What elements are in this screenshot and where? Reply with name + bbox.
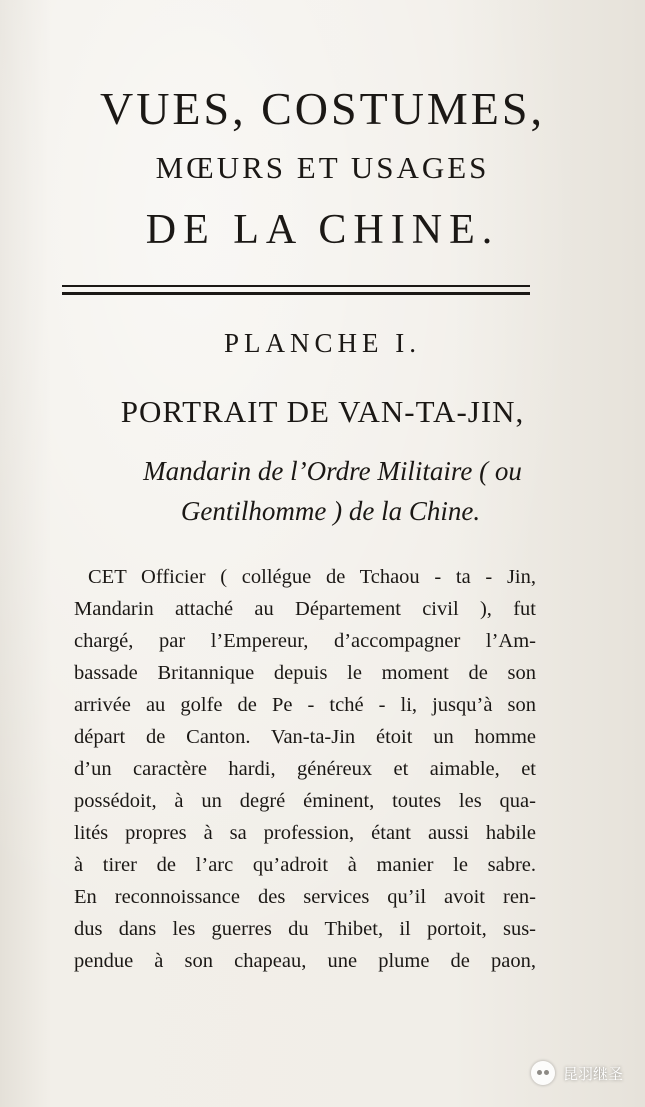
body-line-9: lités propres à sa profession, étant aussi habile [74, 822, 536, 844]
watermark-text: 昆羽继圣 [562, 1064, 623, 1083]
body-line-2: Mandarin attaché au Département civil ), fut [74, 598, 536, 620]
watermark [531, 1061, 623, 1085]
body-line-1: CET Officier ( collégue de Tchaou - ta - Jin, [88, 566, 536, 588]
portrait-subtitle-line-2: Gentilhomme ) de la Chine. [180, 496, 481, 526]
body-line-11: En reconnoissance des services qu’il avoit ren- [74, 886, 536, 908]
portrait-subtitle-line-1: Mandarin de l’Ordre Militaire ( ou [143, 456, 522, 486]
body-line-6: départ de Canton. Van-ta-Jin étoit un homme [74, 726, 536, 748]
portrait-title: PORTRAIT DE VAN-TA-JIN, [120, 394, 525, 429]
wechat-icon [531, 1061, 555, 1085]
body-line-12: dus dans les guerres du Thibet, il portoit, sus- [74, 918, 536, 940]
body-line-10: à tirer de l’arc qu’adroit à manier le sabre. [74, 854, 536, 876]
title-line-3: DE LA CHINE. [145, 207, 500, 253]
body-line-8: possédoit, à un degré éminent, toutes les qua- [74, 790, 536, 812]
title-rule-thin [62, 285, 530, 287]
body-line-5: arrivée au golfe de Pe - tché - li, jusqu’à son [74, 694, 536, 716]
title-rule-thick [62, 292, 530, 295]
body-line-7: d’un caractère hardi, généreux et aimable, et [74, 758, 536, 780]
body-line-13: pendue à son chapeau, une plume de paon, [74, 950, 536, 972]
title-line-2: MŒURS ET USAGES [155, 150, 490, 185]
title-line-1: VUES, COSTUMES, [99, 83, 545, 134]
body-line-3: chargé, par l’Empereur, d’accompagner l’Am- [74, 630, 536, 652]
plate-label: PLANCHE I. [224, 328, 421, 358]
body-line-4: bassade Britannique depuis le moment de son [74, 662, 536, 684]
